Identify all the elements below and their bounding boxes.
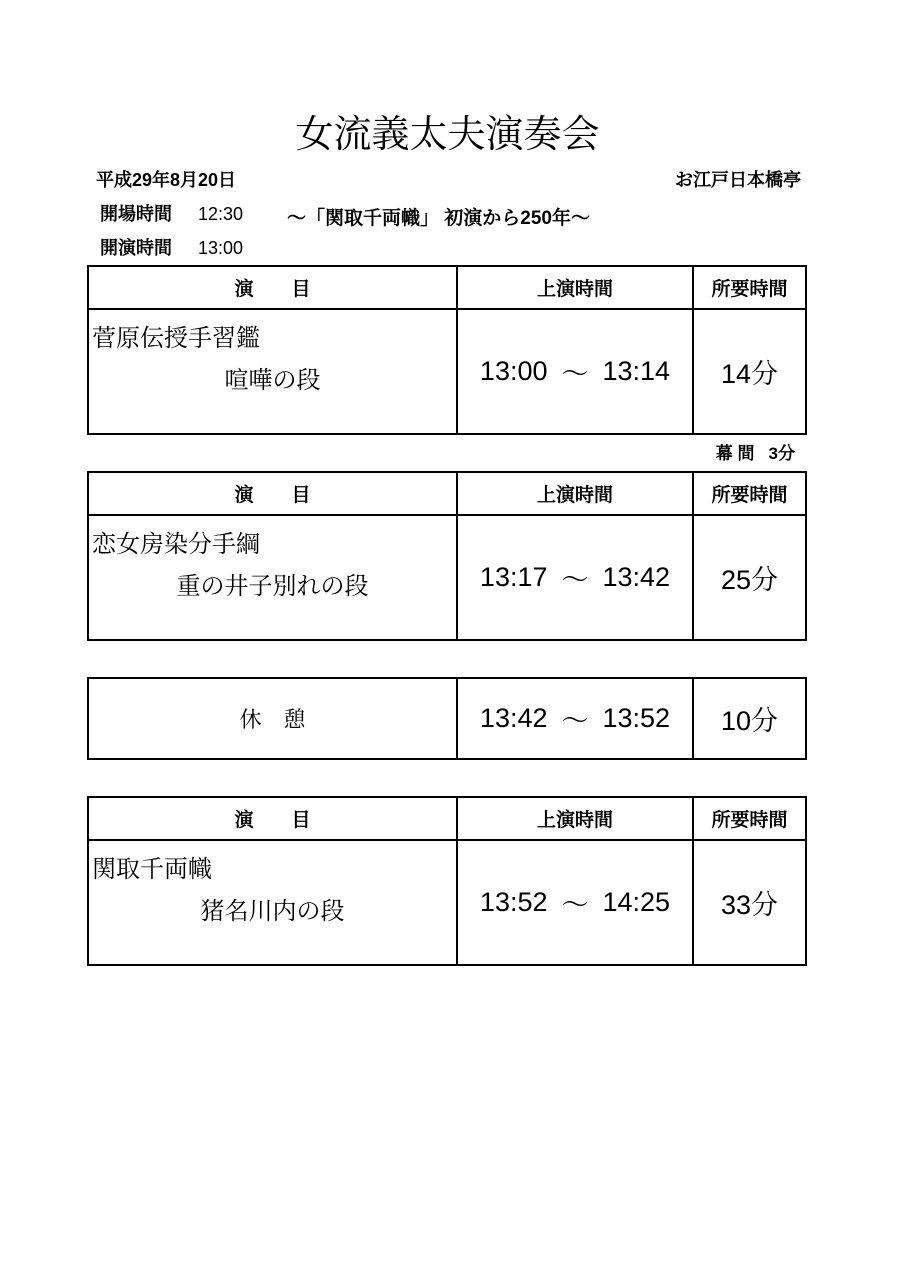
intermission-note (716, 443, 795, 465)
header-time: 上演時間 (458, 473, 694, 516)
end-time: 14:25 (602, 887, 671, 917)
program-title: 関取千両幟 (92, 856, 212, 883)
time-range (458, 841, 694, 964)
header-time: 上演時間 (458, 267, 694, 310)
time-separator: ～ (561, 565, 589, 595)
curtain-label: 開演時間 (100, 238, 172, 258)
break-time-range (458, 679, 694, 758)
break-table (87, 677, 807, 760)
header-duration: 所要時間 (694, 267, 805, 310)
start-time: 13:52 (479, 887, 548, 917)
time-separator: ～ (561, 890, 589, 920)
performance-date: 平成29年8月20日 (96, 170, 237, 190)
break-duration: 10分 (720, 706, 779, 736)
end-time: 13:14 (602, 356, 671, 386)
intermission-label: 幕 間 (715, 444, 755, 463)
subtitle: ～「関取千両幟」 初演から250年～ (287, 208, 590, 229)
program-table-3 (87, 796, 807, 966)
program-cell (89, 841, 458, 964)
start-time: 13:17 (479, 562, 548, 592)
header-program: 演 目 (89, 798, 458, 841)
time-separator: ～ (561, 706, 589, 736)
duration: 25分 (720, 565, 779, 595)
program-scene: 重の井子別れの段 (176, 573, 369, 600)
end-time: 13:42 (602, 562, 671, 592)
doors-open-line (100, 203, 243, 225)
header-program: 演 目 (89, 267, 458, 310)
program-table-2 (87, 471, 807, 641)
header-duration: 所要時間 (694, 798, 805, 841)
program-title: 恋女房染分手綱 (92, 531, 260, 558)
program-scene: 喧嘩の段 (224, 367, 321, 394)
start-time: 13:00 (479, 356, 548, 386)
curtain-line (100, 237, 243, 259)
doors-open-time: 12:30 (198, 204, 244, 224)
duration: 14分 (720, 359, 779, 389)
header-program: 演 目 (89, 473, 458, 516)
break-label: 休 憩 (89, 679, 458, 758)
header-duration: 所要時間 (694, 473, 805, 516)
doors-open-label: 開場時間 (100, 204, 172, 224)
break-end-time: 13:52 (602, 703, 671, 733)
program-title: 菅原伝授手習鑑 (92, 325, 260, 352)
time-range (458, 310, 694, 433)
curtain-time: 13:00 (198, 238, 244, 258)
venue-name: お江戸日本橋亭 (675, 170, 801, 190)
program-scene: 猪名川内の段 (200, 898, 345, 925)
header-time: 上演時間 (458, 798, 694, 841)
time-separator: ～ (561, 359, 589, 389)
program-cell (89, 516, 458, 639)
document-title: 女流義太夫演奏会 (295, 114, 600, 156)
break-start-time: 13:42 (479, 703, 548, 733)
time-range (458, 516, 694, 639)
program-table-1 (87, 265, 807, 435)
duration: 33分 (720, 890, 779, 920)
intermission-duration: 3分 (768, 444, 795, 463)
program-cell (89, 310, 458, 433)
